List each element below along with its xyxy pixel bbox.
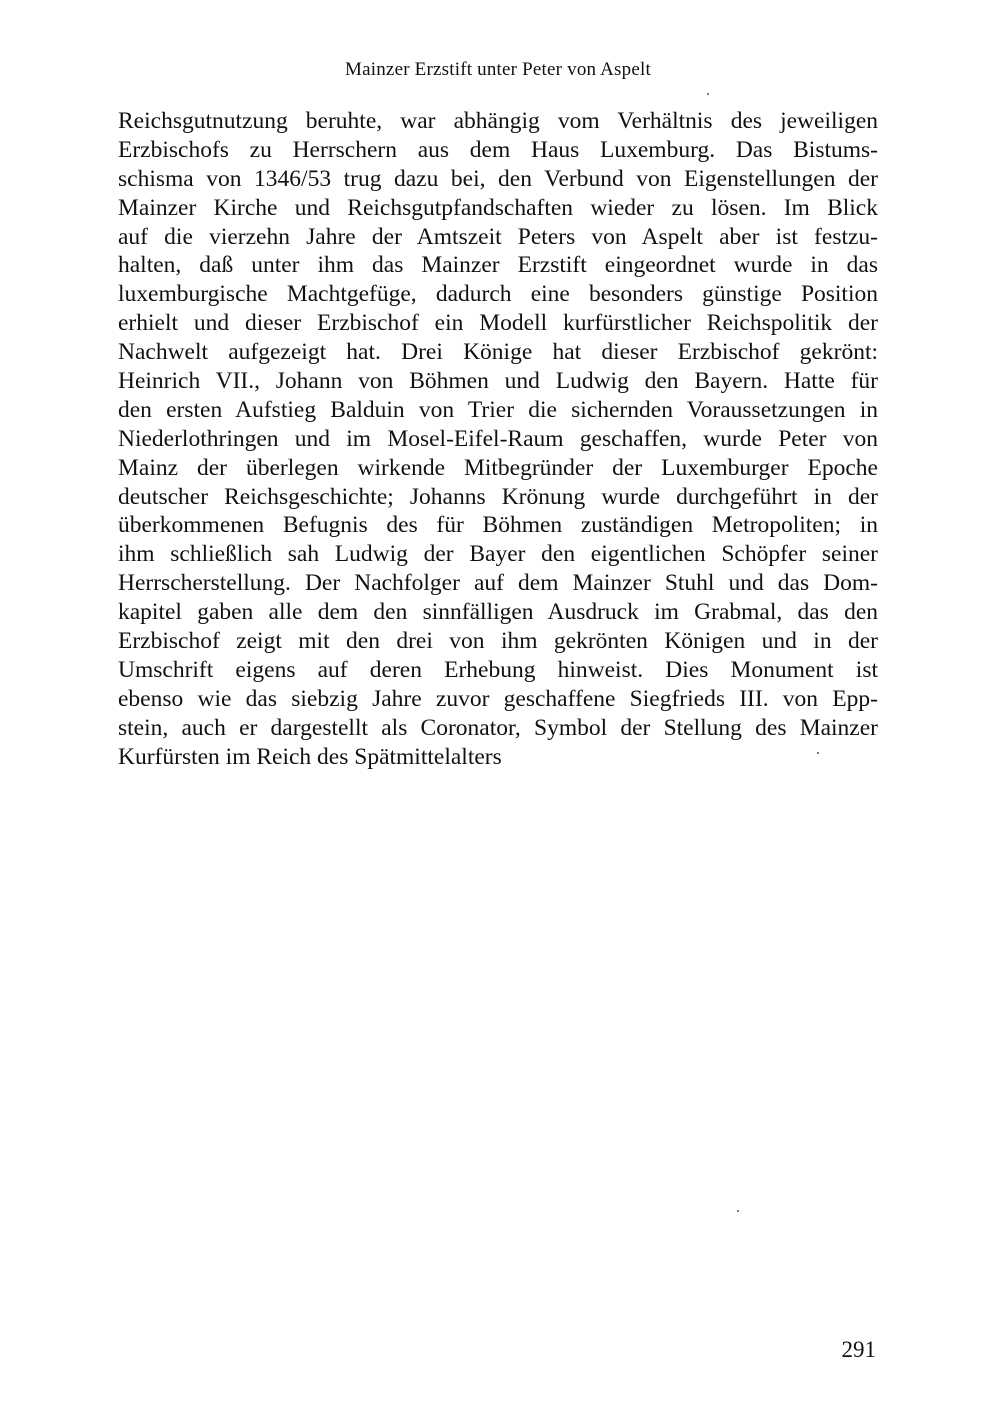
text-line-last: Kurfürsten im Reich des Spätmittelalters [118,743,502,770]
text-line: erhielt und dieser Erzbischof ein Modell kurfürstlicher Reichspolitik der [118,310,878,337]
text-line: kapitel gaben alle dem den sinnfälligen Ausdruck im Grabmal, das den [118,599,878,626]
text-line: Erzbischof zeigt mit den drei von ihm gekrönten Königen und in der [118,628,878,655]
text-line: überkommenen Befugnis des für Böhmen zuständigen Metropoliten; in [118,512,878,539]
text-line: auf die vierzehn Jahre der Amtszeit Peters von Aspelt aber ist festzu- [118,223,878,250]
text-line: Heinrich VII., Johann von Böhmen und Ludwig den Bayern. Hatte für [118,368,878,395]
text-line: luxemburgische Machtgefüge, dadurch eine besonders günstige Position [118,281,878,308]
running-head: Mainzer Erzstift unter Peter von Aspelt [345,59,651,80]
text-line: schisma von 1346/53 trug dazu bei, den Verbund von Eigenstellungen der [118,165,878,192]
scan-speck [817,752,819,754]
text-line: Herrscherstellung. Der Nachfolger auf dem Mainzer Stuhl und das Dom- [118,570,878,597]
text-line: Umschrift eigens auf deren Erhebung hinweist. Dies Monument ist [118,656,878,683]
text-line: ihm schließlich sah Ludwig der Bayer den eigentlichen Schöpfer seiner [118,541,878,568]
scan-speck [707,93,709,95]
text-line: Niederlothringen und im Mosel-Eifel-Raum geschaffen, wurde Peter von [118,425,878,452]
text-line: Mainz der überlegen wirkende Mitbegründer der Luxemburger Epoche [118,454,878,481]
text-line: ebenso wie das siebzig Jahre zuvor geschaffene Siegfrieds III. von Epp- [118,685,878,712]
text-line: den ersten Aufstieg Balduin von Trier die sichernden Voraussetzungen in [118,396,878,423]
text-line: deutscher Reichsgeschichte; Johanns Krönung wurde durchgeführt in der [118,483,878,510]
text-line: Nachwelt aufgezeigt hat. Drei Könige hat dieser Erzbischof gekrönt: [118,339,878,366]
text-line: Mainzer Kirche und Reichsgutpfandschaften wieder zu lösen. Im Blick [118,194,878,221]
text-line: stein, auch er dargestellt als Coronator, Symbol der Stellung des Mainzer [118,714,878,741]
text-line: Erzbischofs zu Herrschern aus dem Haus Luxemburg. Das Bistums- [118,136,878,163]
text-line: Reichsgutnutzung beruhte, war abhängig vom Verhältnis des jeweiligen [118,108,878,134]
body-text [118,107,878,771]
scan-speck [737,1210,739,1212]
page-number: 291 [841,1337,876,1362]
text-line: halten, daß unter ihm das Mainzer Erzstift eingeordnet wurde in das [118,252,878,279]
